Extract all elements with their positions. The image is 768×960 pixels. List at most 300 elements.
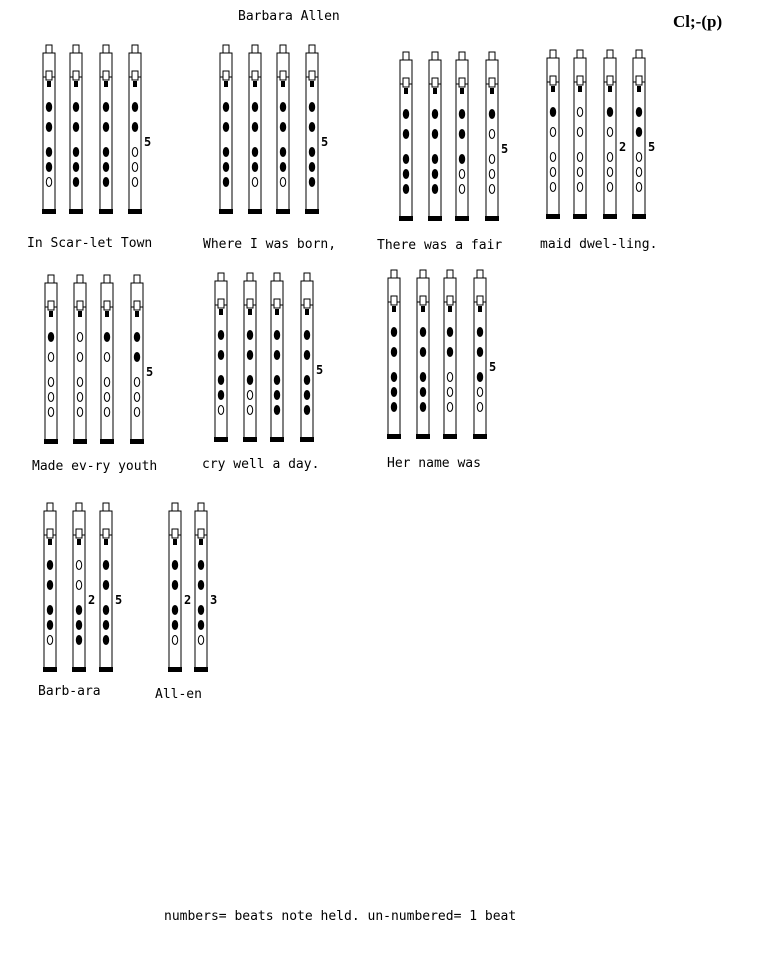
lyric-line-6: cry well a day. <box>202 457 320 472</box>
hole-closed <box>252 103 257 112</box>
hole-closed <box>46 148 51 157</box>
whistle-foot <box>42 209 56 214</box>
lyric-line-7: Her name was <box>387 456 481 471</box>
whistle-lip <box>77 539 81 545</box>
whistle-mouthpiece <box>432 52 438 60</box>
hole-closed <box>403 155 408 164</box>
hole-closed <box>459 130 464 139</box>
whistle <box>42 45 56 214</box>
whistle-mouthpiece <box>577 50 583 58</box>
hole-closed <box>304 406 309 415</box>
whistle <box>73 275 87 444</box>
hole-open <box>104 393 109 402</box>
hole-open <box>47 636 52 645</box>
beat-number: 5 <box>146 365 154 379</box>
hole-closed <box>252 123 257 132</box>
whistle-window <box>280 71 286 80</box>
hole-closed <box>47 561 52 570</box>
hole-closed <box>489 110 494 119</box>
whistle-mouthpiece <box>403 52 409 60</box>
lyric-line-5: Made ev-ry youth <box>32 459 158 474</box>
whistle-lip <box>173 539 177 545</box>
whistle-mouthpiece <box>550 50 556 58</box>
whistle <box>485 52 499 221</box>
whistle-foot <box>632 214 646 219</box>
whistle <box>44 275 58 444</box>
whistle-window <box>607 76 613 85</box>
whistle-window <box>104 301 110 310</box>
whistle-lip <box>281 81 285 87</box>
whistle-lip <box>74 81 78 87</box>
hole-closed <box>280 103 285 112</box>
whistle-lip <box>219 309 223 315</box>
whistle-lip <box>248 309 252 315</box>
hole-closed <box>247 376 252 385</box>
hole-closed <box>252 148 257 157</box>
hole-open <box>447 388 452 397</box>
whistle-lip <box>275 309 279 315</box>
hole-open <box>247 391 252 400</box>
hole-closed <box>172 606 177 615</box>
whistle-lip <box>253 81 257 87</box>
hole-closed <box>218 331 223 340</box>
hole-closed <box>280 148 285 157</box>
whistle-mouthpiece <box>636 50 642 58</box>
hole-closed <box>447 348 452 357</box>
whistle-foot <box>168 667 182 672</box>
hole-closed <box>47 621 52 630</box>
whistle-mouthpiece <box>489 52 495 60</box>
hole-closed <box>309 178 314 187</box>
whistle-mouthpiece <box>223 45 229 53</box>
hole-open <box>48 393 53 402</box>
whistle-mouthpiece <box>459 52 465 60</box>
whistle-lip <box>133 81 137 87</box>
whistle-window <box>132 71 138 80</box>
whistle <box>546 50 560 219</box>
hole-open <box>132 148 137 157</box>
whistle-foot <box>99 209 113 214</box>
whistle-lip <box>578 86 582 92</box>
whistle-lip <box>224 81 228 87</box>
hole-closed <box>218 351 223 360</box>
whistle-mouthpiece <box>77 275 83 283</box>
hole-open <box>447 403 452 412</box>
whistle-window <box>223 71 229 80</box>
whistle-window <box>73 71 79 80</box>
hole-open <box>477 388 482 397</box>
hole-closed <box>459 110 464 119</box>
whistle-mouthpiece <box>477 270 483 278</box>
whistle-window <box>309 71 315 80</box>
whistle-mouthpiece <box>134 275 140 283</box>
whistle-window <box>247 299 253 308</box>
hole-open <box>550 168 555 177</box>
hole-open <box>48 408 53 417</box>
hole-open <box>134 393 139 402</box>
lyric-line-1: In Scar-let Town <box>27 236 153 251</box>
hole-closed <box>403 185 408 194</box>
hole-open <box>577 153 582 162</box>
hole-closed <box>198 621 203 630</box>
hole-closed <box>223 163 228 172</box>
whistle-window <box>274 299 280 308</box>
hole-closed <box>73 163 78 172</box>
hole-closed <box>403 130 408 139</box>
whistle-window <box>103 71 109 80</box>
whistle-foot <box>44 439 58 444</box>
hole-open <box>577 183 582 192</box>
hole-closed <box>48 333 53 342</box>
whistle-lip <box>305 309 309 315</box>
hole-open <box>104 378 109 387</box>
hole-closed <box>274 331 279 340</box>
hole-open <box>132 178 137 187</box>
whistle <box>443 270 457 439</box>
hole-closed <box>76 621 81 630</box>
hole-closed <box>103 561 108 570</box>
whistle-lip <box>460 88 464 94</box>
hole-closed <box>309 148 314 157</box>
whistle-lip <box>551 86 555 92</box>
whistle-foot <box>443 434 457 439</box>
hole-open <box>46 178 51 187</box>
whistle-lip <box>478 306 482 312</box>
hole-open <box>218 406 223 415</box>
hole-open <box>577 108 582 117</box>
hole-open <box>280 178 285 187</box>
whistle-lip <box>105 311 109 317</box>
hole-closed <box>432 155 437 164</box>
hole-open <box>247 406 252 415</box>
whistle-window <box>198 529 204 538</box>
hole-closed <box>550 108 555 117</box>
hole-open <box>607 168 612 177</box>
hole-closed <box>403 110 408 119</box>
whistle-window <box>172 529 178 538</box>
hole-closed <box>103 581 108 590</box>
hole-open <box>77 408 82 417</box>
whistle-lip <box>104 81 108 87</box>
whistle-foot <box>399 216 413 221</box>
whistle <box>128 45 142 214</box>
whistle <box>300 273 314 442</box>
hole-closed <box>223 123 228 132</box>
whistle-mouthpiece <box>76 503 82 511</box>
whistle-foot <box>276 209 290 214</box>
hole-open <box>550 128 555 137</box>
whistle-mouthpiece <box>47 503 53 511</box>
hole-open <box>459 185 464 194</box>
hole-closed <box>607 108 612 117</box>
whistle-mouthpiece <box>103 45 109 53</box>
whistle <box>603 50 617 219</box>
hole-closed <box>420 388 425 397</box>
whistle-lip <box>47 81 51 87</box>
whistle <box>43 503 57 672</box>
whistle <box>632 50 646 219</box>
hole-closed <box>391 388 396 397</box>
hole-closed <box>309 103 314 112</box>
whistle-window <box>103 529 109 538</box>
whistle-window <box>550 76 556 85</box>
whistle-foot <box>270 437 284 442</box>
hole-closed <box>132 103 137 112</box>
hole-closed <box>391 403 396 412</box>
hole-closed <box>132 123 137 132</box>
whistle-foot <box>69 209 83 214</box>
whistle <box>573 50 587 219</box>
hole-closed <box>280 123 285 132</box>
hole-open <box>636 153 641 162</box>
beat-number: 5 <box>316 363 324 377</box>
footer-note: numbers= beats note held. un-numbered= 1 beat <box>164 909 517 924</box>
whistle-window <box>447 296 453 305</box>
hole-closed <box>391 328 396 337</box>
whistle <box>99 503 113 672</box>
beat-number: 5 <box>501 142 509 156</box>
whistle-window <box>432 78 438 87</box>
hole-open <box>636 183 641 192</box>
hole-open <box>489 185 494 194</box>
whistle <box>99 45 113 214</box>
whistle-lip <box>48 539 52 545</box>
hole-open <box>577 128 582 137</box>
whistle-foot <box>72 667 86 672</box>
hole-open <box>489 170 494 179</box>
whistle-foot <box>214 437 228 442</box>
hole-closed <box>636 108 641 117</box>
hole-closed <box>103 621 108 630</box>
whistle-lip <box>448 306 452 312</box>
whistle-window <box>48 301 54 310</box>
hole-closed <box>46 163 51 172</box>
hole-closed <box>223 148 228 157</box>
hole-open <box>489 130 494 139</box>
hole-closed <box>218 391 223 400</box>
whistle <box>72 503 86 672</box>
hole-closed <box>391 373 396 382</box>
hole-open <box>550 183 555 192</box>
hole-open <box>132 163 137 172</box>
whistle <box>194 503 208 672</box>
whistle-foot <box>219 209 233 214</box>
whistle-mouthpiece <box>447 270 453 278</box>
hole-closed <box>198 581 203 590</box>
hole-open <box>477 403 482 412</box>
whistle-foot <box>300 437 314 442</box>
whistle <box>428 52 442 221</box>
lyric-line-3: There was a fair <box>377 238 503 253</box>
whistle-window <box>459 78 465 87</box>
hole-open <box>76 561 81 570</box>
hole-closed <box>432 130 437 139</box>
whistle-mouthpiece <box>304 273 310 281</box>
whistle-lip <box>310 81 314 87</box>
whistle-mouthpiece <box>274 273 280 281</box>
hole-closed <box>403 170 408 179</box>
hole-closed <box>73 178 78 187</box>
whistle-foot <box>100 439 114 444</box>
hole-closed <box>459 155 464 164</box>
hole-closed <box>103 178 108 187</box>
hole-open <box>104 353 109 362</box>
hole-open <box>607 128 612 137</box>
song-title: Barbara Allen <box>238 9 340 24</box>
hole-closed <box>218 376 223 385</box>
lyric-line-8: Barb-ara <box>38 684 101 699</box>
whistle-lip <box>78 311 82 317</box>
hole-closed <box>134 333 139 342</box>
hole-closed <box>172 561 177 570</box>
whistle-lip <box>433 88 437 94</box>
hole-closed <box>104 333 109 342</box>
hole-open <box>77 353 82 362</box>
whistle-mouthpiece <box>103 503 109 511</box>
whistle-window <box>304 299 310 308</box>
whistle <box>387 270 401 439</box>
hole-closed <box>247 331 252 340</box>
hole-closed <box>103 636 108 645</box>
hole-closed <box>198 561 203 570</box>
whistle-lip <box>392 306 396 312</box>
whistle-mouthpiece <box>252 45 258 53</box>
beat-number: 5 <box>489 360 497 374</box>
hole-closed <box>636 128 641 137</box>
hole-open <box>607 183 612 192</box>
hole-closed <box>103 606 108 615</box>
whistle-lip <box>135 311 139 317</box>
hole-closed <box>304 391 309 400</box>
whistle-foot <box>546 214 560 219</box>
whistle-mouthpiece <box>48 275 54 283</box>
whistle <box>69 45 83 214</box>
hole-open <box>198 636 203 645</box>
hole-open <box>447 373 452 382</box>
hole-open <box>104 408 109 417</box>
whistle-window <box>46 71 52 80</box>
whistle-mouthpiece <box>104 275 110 283</box>
whistle-lip <box>637 86 641 92</box>
whistle-mouthpiece <box>247 273 253 281</box>
key-label: Cl;-(p) <box>673 12 723 31</box>
lyric-line-2: Where I was born, <box>203 237 337 252</box>
hole-closed <box>73 103 78 112</box>
hole-closed <box>46 103 51 112</box>
whistle-foot <box>99 667 113 672</box>
hole-closed <box>252 163 257 172</box>
hole-open <box>77 393 82 402</box>
whistle-window <box>477 296 483 305</box>
hole-closed <box>76 636 81 645</box>
hole-open <box>459 170 464 179</box>
whistle-foot <box>573 214 587 219</box>
hole-open <box>636 168 641 177</box>
whistle <box>130 275 144 444</box>
hole-closed <box>309 163 314 172</box>
whistle-mouthpiece <box>132 45 138 53</box>
hole-closed <box>304 331 309 340</box>
whistle-foot <box>73 439 87 444</box>
hole-closed <box>420 328 425 337</box>
whistle-mouthpiece <box>391 270 397 278</box>
hole-closed <box>420 403 425 412</box>
whistle-lip <box>608 86 612 92</box>
whistle <box>276 45 290 214</box>
whistle-window <box>218 299 224 308</box>
hole-closed <box>477 373 482 382</box>
hole-closed <box>103 103 108 112</box>
whistle-window <box>77 301 83 310</box>
whistle-window <box>489 78 495 87</box>
hole-open <box>172 636 177 645</box>
whistle-mouthpiece <box>280 45 286 53</box>
whistle-window <box>403 78 409 87</box>
hole-open <box>76 581 81 590</box>
hole-closed <box>223 178 228 187</box>
hole-open <box>607 153 612 162</box>
hole-closed <box>47 581 52 590</box>
hole-open <box>48 378 53 387</box>
whistle-foot <box>130 439 144 444</box>
beat-number: 5 <box>321 135 329 149</box>
whistle-foot <box>305 209 319 214</box>
hole-closed <box>274 391 279 400</box>
hole-closed <box>76 606 81 615</box>
whistle-lip <box>104 539 108 545</box>
hole-closed <box>477 348 482 357</box>
hole-closed <box>103 163 108 172</box>
beat-number: 5 <box>115 593 123 607</box>
whistle <box>270 273 284 442</box>
lyric-line-4: maid dwel-ling. <box>540 237 658 252</box>
whistle-mouthpiece <box>198 503 204 511</box>
hole-open <box>48 353 53 362</box>
lyric-line-9: All-en <box>155 687 202 702</box>
whistle <box>219 45 233 214</box>
whistle-mouthpiece <box>172 503 178 511</box>
whistle-foot <box>428 216 442 221</box>
hole-closed <box>73 148 78 157</box>
whistle-lip <box>199 539 203 545</box>
beat-number: 3 <box>210 593 218 607</box>
hole-open <box>252 178 257 187</box>
whistle-foot <box>194 667 208 672</box>
whistle-window <box>636 76 642 85</box>
whistle-mouthpiece <box>46 45 52 53</box>
beat-number: 2 <box>88 593 96 607</box>
whistle-foot <box>43 667 57 672</box>
hole-closed <box>274 351 279 360</box>
beat-number: 2 <box>184 593 192 607</box>
hole-closed <box>172 621 177 630</box>
whistle-foot <box>387 434 401 439</box>
whistle-foot <box>243 437 257 442</box>
whistle <box>100 275 114 444</box>
whistle-window <box>76 529 82 538</box>
hole-closed <box>304 351 309 360</box>
hole-closed <box>309 123 314 132</box>
beat-number: 5 <box>648 140 656 154</box>
whistle-window <box>391 296 397 305</box>
hole-closed <box>280 163 285 172</box>
whistle-foot <box>416 434 430 439</box>
whistle-window <box>577 76 583 85</box>
whistle-lip <box>421 306 425 312</box>
hole-closed <box>477 328 482 337</box>
whistle-lip <box>49 311 53 317</box>
hole-open <box>134 378 139 387</box>
